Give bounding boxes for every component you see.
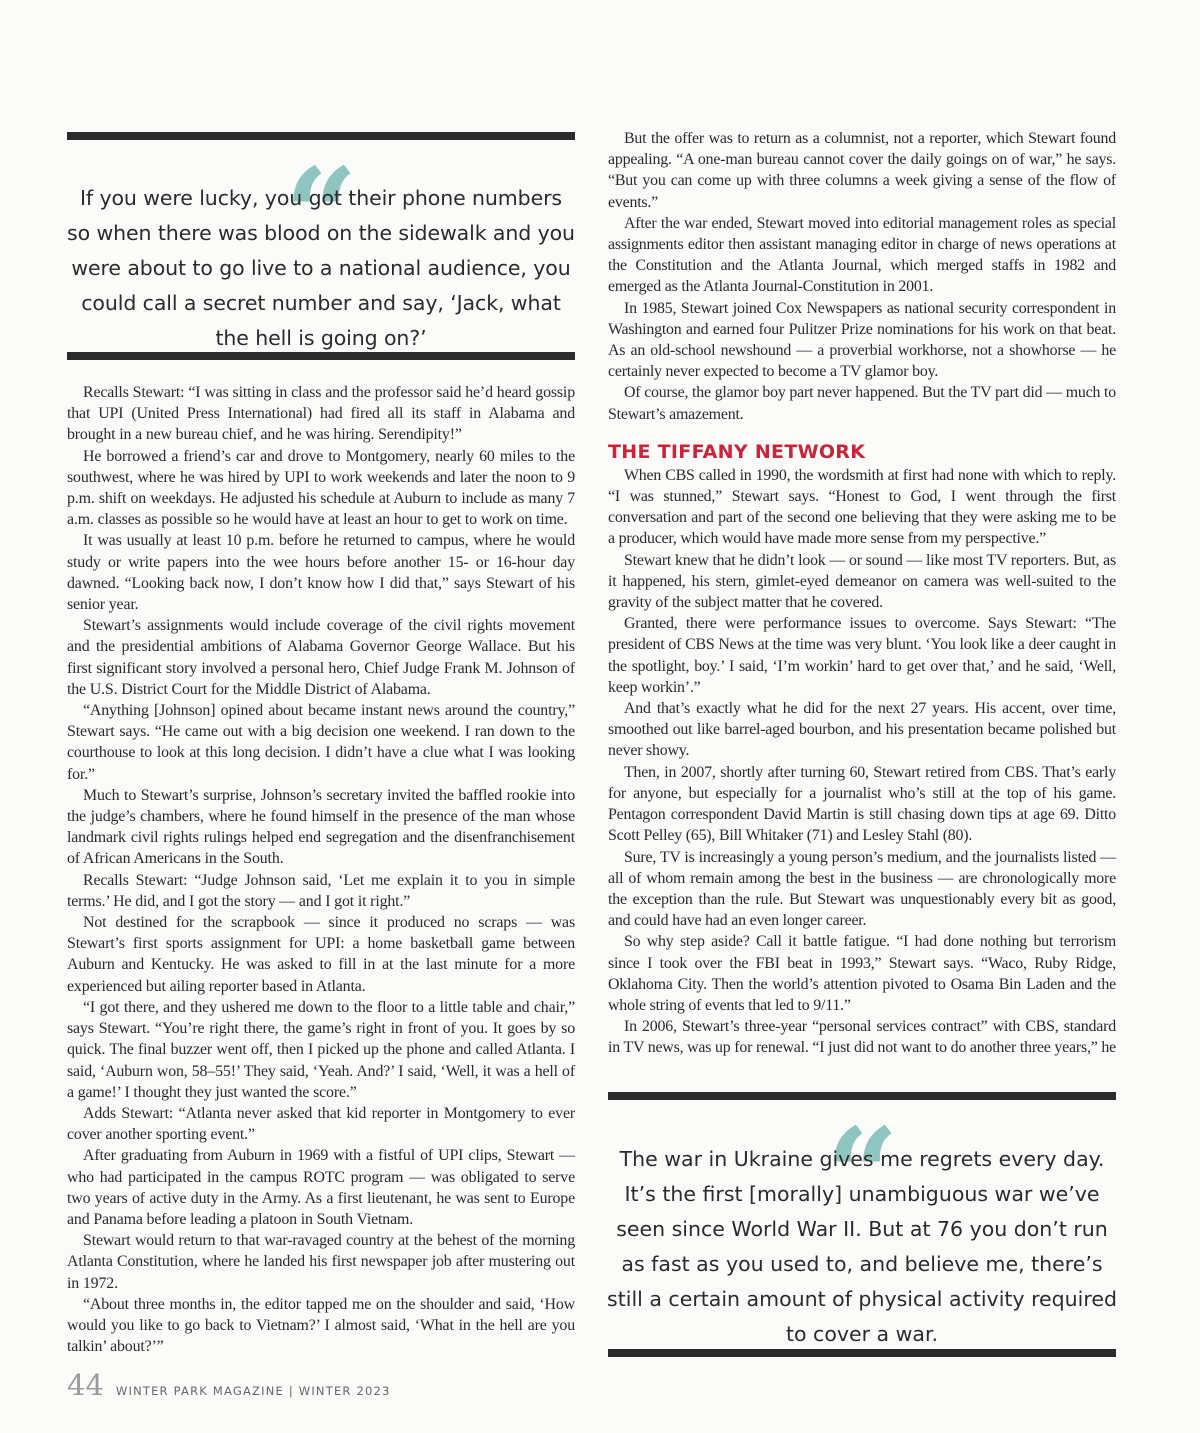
paragraph: Recalls Stewart: “Judge Johnson said, ‘Let me explain it to you in simple terms.’ He did, and I got the story — and I got it right.” <box>67 871 575 910</box>
paragraph: Stewart would return to that war-ravaged country at the behest of the morning Atlanta Constitution, where he landed his first newspaper job after mustering out in 1972. <box>67 1232 575 1292</box>
paragraph: And that’s exactly what he did for the next 27 years. His accent, over time, smoothed out like barrel-aged bourbon, and his presentation became polished but never showy. <box>608 700 1116 760</box>
paragraph: Granted, there were performance issues to overcome. Says Stewart: “The president of CBS News at the time was very blunt. ‘You look like a deer caught in the spotlight, boy.’ I said, ‘I’m workin’ hard to get over that,’ and he said, ‘Well, keep workin’.” <box>608 615 1116 696</box>
paragraph: When CBS called in 1990, the wordsmith at first had none with which to reply. “I was stunned,” Stewart says. “Honest to God, I went through the first conversation and part of the second one believing that they were asking me to be a producer, which would have made more sense from my perspective.” <box>608 466 1116 548</box>
paragraph: Stewart knew that he didn’t look — or sound — like most TV reporters. But, as it happened, his stern, gimlet-eyed demeanor on camera was well-suited to the gravity of the subject matter that he covered. <box>608 551 1116 612</box>
paragraph: So why step aside? Call it battle fatigue. “I had done nothing but terrorism since I took over the FBI beat in 1993,” Stewart says. “Waco, Ruby Ridge, Oklahoma City. Then the world’s attention pivoted to Osama Bin Laden and the whole string of events that led to 9/11.” <box>608 933 1116 1014</box>
page-footer <box>67 1368 391 1402</box>
paragraph: Not destined for the scrapbook — since it produced no scraps — was Stewart’s first sports assignment for UPI: a home basketball game between Auburn and Kentucky. He was asked to fill in at the last minute for a more experienced but ailing reporter based in Atlanta. <box>67 914 575 995</box>
paragraph: “About three months in, the editor tapped me on the shoulder and said, ‘How would you like to go back to Vietnam?’ I almost said, ‘What in the hell are you talkin’ about?’” <box>67 1295 575 1356</box>
left-column <box>67 132 575 1357</box>
paragraph: In 1985, Stewart joined Cox Newspapers as national security correspondent in Washington and earned four Pulitzer Prize nominations for his work on that beat. As an old-school newshound — a proverbial workhorse, not a showhorse — he certainly never expected to become a TV glamor boy. <box>608 299 1116 381</box>
page-number: 44 <box>67 1368 104 1402</box>
right-column <box>608 128 1116 1059</box>
paragraph: In 2006, Stewart’s three-year “personal services contract” with CBS, standard in TV news, was up for renewal. “I just did not want to do another three years,” he <box>608 1018 1116 1057</box>
paragraph: Recalls Stewart: “I was sitting in class and the professor said he’d heard gossip that UPI (United Press International) had fired all its staff in Alabama and brought in a new bureau chief, and he was hiring. Serendipity!” <box>67 384 575 444</box>
pull-quote-text: If you were lucky, you got their phone numbers so when there was blood on the sidewalk and you were about to go live to a national audience, you could call a secret number and say, ‘Jack, what the hell is going on?’ <box>67 186 575 350</box>
pull-quote-bottom <box>607 1092 1117 1346</box>
pull-quote-top-rule <box>608 1092 1116 1100</box>
paragraph: But the offer was to return as a columnist, not a reporter, which Stewart found appealing. “A one-man bureau cannot cover the daily goings on of war,” he says. “But you can come up with three columns a week giving a sense of the flow of events.” <box>608 130 1116 211</box>
paragraph: “I got there, and they ushered me down to the floor to a little table and chair,” says Stewart. “You’re right there, the game’s right in front of you. It goes by so quick. The final buzzer went off, then I picked up the phone and called Atlanta. I said, ‘Auburn won, 58–55!’ They said, ‘Yeah. And?’ I said, ‘Well, it was a hell of a game!’ I thought they just wanted the score.” <box>67 998 575 1101</box>
quote-mark-icon: “ <box>284 141 358 291</box>
paragraph: It was usually at least 10 p.m. before he returned to campus, where he would study or write papers into the wee hours before another 15- or 16-hour day dawned. “Looking back now, I don’t know how I did that,” says Stewart of his senior year. <box>67 532 575 614</box>
paragraph: Then, in 2007, shortly after turning 60, Stewart retired from CBS. That’s early for anyone, but especially for a journalist who’s still at the top of his game. Pentagon correspondent David Martin is still chasing down tips at age 69. Ditto Scott Pelley (65), Bill Whitaker (71) and Lesley Stahl (80). <box>608 763 1116 845</box>
quote-mark-icon: “ <box>825 1101 899 1251</box>
pull-quote-top <box>67 132 575 360</box>
paragraph: After the war ended, Stewart moved into editorial management roles as special assignments editor then assistant managing editor in charge of news operations at the Constitution and the Atlanta Journal, which merged staffs in 1982 and emerged as the Atlanta Journal-Constitution in 2001. <box>608 214 1116 296</box>
paragraph: “Anything [Johnson] opined about became instant news around the country,” Stewart says. “He came out with a big decision one weekend. I ran down to the courthouse to look at this long decision. I didn’t have a clue what I was looking for.” <box>67 702 575 783</box>
left-body-text <box>67 382 575 1357</box>
paragraph: Much to Stewart’s surprise, Johnson’s secretary invited the baffled rookie into the judge’s chambers, where he found himself in the presence of the man whose landmark civil rights rulings helped end segregation and the disenfranchisement of African Americans in the South. <box>67 786 575 868</box>
magazine-issue: WINTER PARK MAGAZINE | WINTER 2023 <box>115 1384 391 1398</box>
paragraph: Stewart’s assignments would include coverage of the civil rights movement and the presidential ambitions of Alabama Governor George Wallace. But his first significant story involved a personal hero, Chief Judge Frank M. Johnson of the U.S. District Court for the Middle District of Alabama. <box>67 617 575 698</box>
paragraph: After graduating from Auburn in 1969 with a fistful of UPI clips, Stewart — who had participated in the campus ROTC program — was obligated to serve two years of active duty in the Army. As a first lieutenant, he was sent to Europe and Panama before leading a platoon in South Vietnam. <box>67 1147 575 1228</box>
paragraph: He borrowed a friend’s car and drove to Montgomery, nearly 60 miles to the southwest, where he was hired by UPI to work weekends and later the noon to 9 p.m. shift on weekdays. He adjusted his schedule at Auburn to include as many 7 a.m. classes as possible so he would have at least an hour to get to work on time. <box>67 447 575 529</box>
paragraph: Sure, TV is increasingly a young person’s medium, and the journalists listed — all of whom remain among the best in the business — are chronologically more the exception than the rule. But Stewart was unquestionably every bit as good, and could have had an even longer career. <box>608 848 1116 930</box>
pull-quote-text: The war in Ukraine gives me regrets every day. It’s the first [morally] unambiguous war we’ve seen since World War II. But at 76 you don’t run as fast as you used to, and believe me, there’s still a certain amount of physical activity required to cover a war. <box>607 1147 1117 1346</box>
section-heading: THE TIFFANY NETWORK <box>608 440 866 463</box>
paragraph: Of course, the glamor boy part never happened. But the TV part did — much to Stewart’s amazement. <box>608 384 1116 423</box>
pull-quote-top-rule <box>67 132 575 140</box>
paragraph: Adds Stewart: “Atlanta never asked that kid reporter in Montgomery to ever cover another sporting event.” <box>67 1104 575 1144</box>
